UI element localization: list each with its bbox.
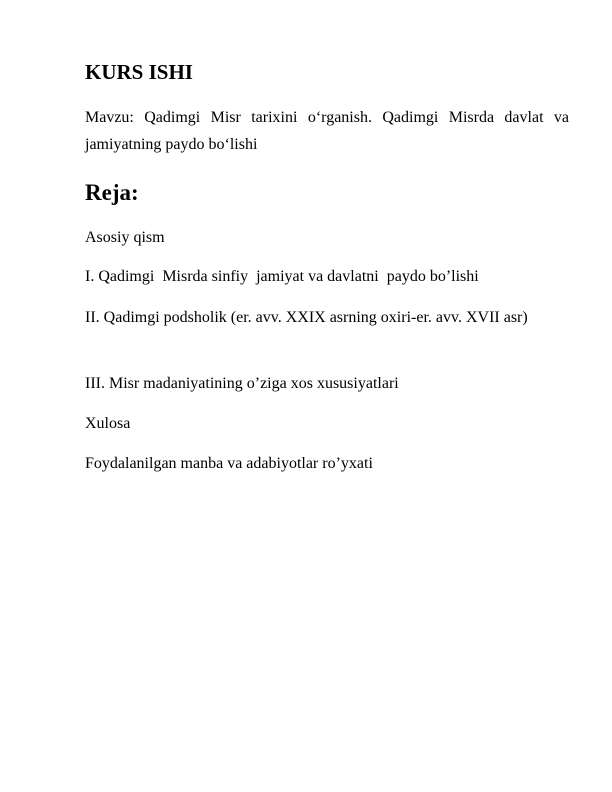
plan-item-main-part: Asosiy qism xyxy=(85,229,165,246)
document-title: KURS ISHI xyxy=(85,60,193,84)
plan-item-chapter-1: I. Qadimgi Misrda sinfiy jamiyat va davlatni paydo bo’lishi xyxy=(85,268,479,285)
plan-item-chapter-2: II. Qadimgi podsholik (er. avv. XXIX asrning oxiri-er. avv. XVII asr) xyxy=(85,309,528,326)
plan-item-chapter-3: III. Misr madaniyatining o’ziga xos xususiyatlari xyxy=(85,375,399,392)
plan-item-references: Foydalanilgan manba va adabiyotlar ro’yxati xyxy=(85,455,373,472)
plan-heading: Reja: xyxy=(85,180,139,205)
plan-item-conclusion: Xulosa xyxy=(85,415,131,432)
topic-paragraph: Mavzu: Qadimgi Misr tarixini o‘rganish. Qadimgi Misrda davlat va jamiyatning paydo bo‘lishi xyxy=(85,109,569,153)
